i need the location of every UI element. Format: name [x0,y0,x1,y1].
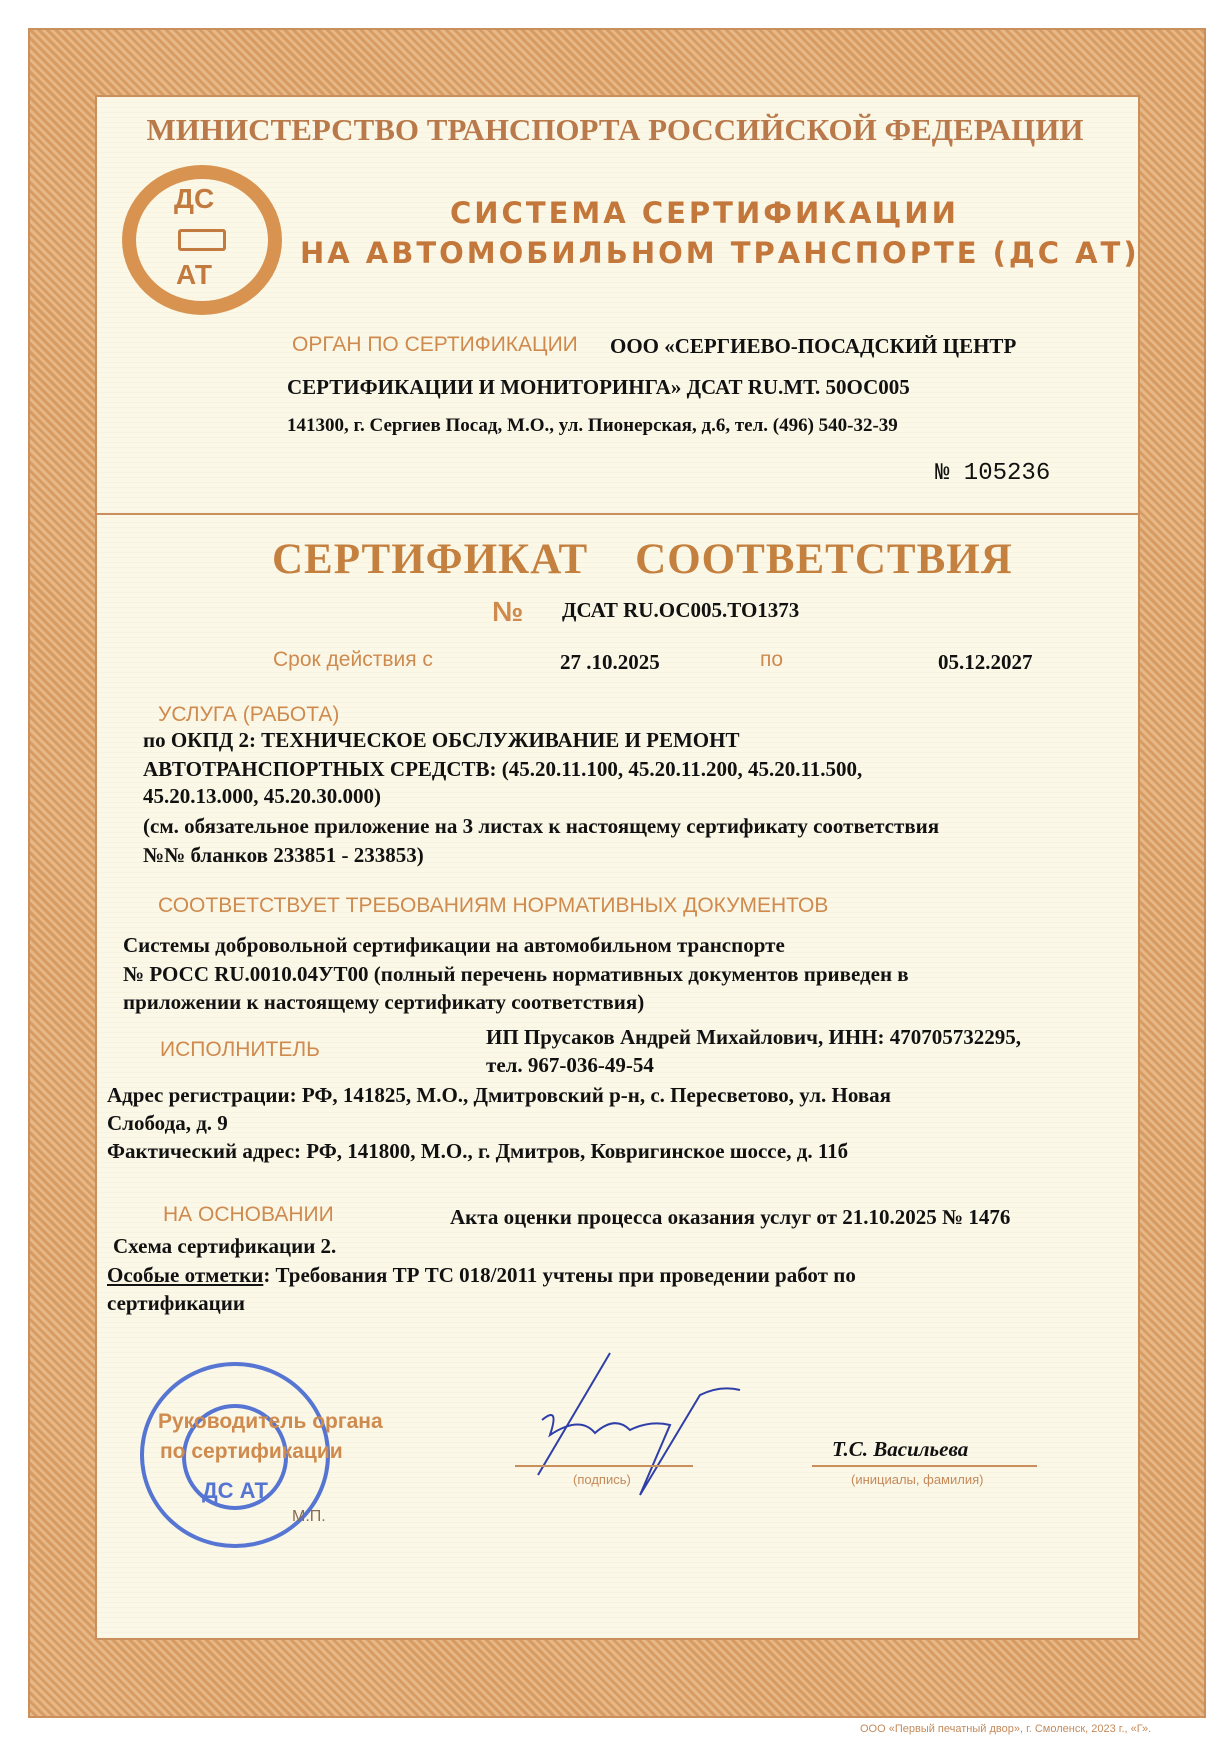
conforms-line: приложении к настоящему сертификату соответствия) [123,990,645,1014]
notes-label: Особые отметки [107,1263,264,1287]
conforms-label: СООТВЕТСТВУЕТ ТРЕБОВАНИЯМ НОРМАТИВНЫХ ДОКУМЕНТОВ [158,894,829,917]
notes-text-2: сертификации [107,1291,245,1315]
logo-text-top: ДС [174,183,215,214]
service-line: (см. обязательное приложение на 3 листах к настоящему сертификату соответствия [143,814,940,838]
basis-text: Акта оценки процесса оказания услуг от 21.10.2025 № 1476 [450,1205,1011,1229]
organ-name-2: СЕРТИФИКАЦИИ И МОНИТОРИНГА» ДСАТ RU.МТ. 50ОС005 [287,375,910,399]
signature-line [515,1465,693,1467]
blank-number: № 105236 [935,460,1051,487]
signature-caption: (подпись) [573,1472,631,1487]
scheme: Схема сертификации 2. [113,1234,337,1258]
role-line-1: Руководитель органа [158,1410,383,1433]
signer-name: Т.С. Васильева [832,1437,969,1461]
validity-from: 27 .10.2025 [560,650,660,674]
ministry-title: МИНИСТЕРСТВО ТРАНСПОРТА РОССИЙСКОЙ ФЕДЕРАЦИИ [146,112,1084,147]
mp-label: М.П. [292,1508,326,1525]
printer-footer: ООО «Первый печатный двор», г. Смоленск, 2023 г., «Г». [860,1723,1152,1735]
logo-text-bottom: АТ [176,259,212,290]
dsat-logo [122,165,282,315]
organ-address: 141300, г. Сергиев Посад, М.О., ул. Пионерская, д.6, тел. (496) 540-32-39 [287,415,898,436]
executor-label: ИСПОЛНИТЕЛЬ [160,1038,320,1061]
notes-text: : Требования ТР ТС 018/2011 учтены при проведении работ по [263,1263,856,1287]
cert-number-label: № [492,596,524,627]
cert-number: ДСАТ RU.ОС005.ТО1373 [562,598,800,622]
name-line [812,1465,1037,1467]
divider [97,513,1138,515]
executor-phone: тел. 967-036-49-54 [486,1053,654,1077]
executor-reg-address-2: Слобода, д. 9 [107,1111,228,1135]
executor-actual-address: Фактический адрес: РФ, 141800, М.О., г. Дмитров, Ковригинское шоссе, д. 11б [107,1139,849,1163]
validity-to: 05.12.2027 [938,650,1033,674]
service-line: АВТОТРАНСПОРТНЫХ СРЕДСТВ: (45.20.11.100, 45.20.11.200, 45.20.11.500, [143,757,863,781]
service-line: по ОКПД 2: ТЕХНИЧЕСКОЕ ОБСЛУЖИВАНИЕ И РЕМОНТ [143,728,740,752]
system-line-1: СИСТЕМА СЕРТИФИКАЦИИ [450,196,959,230]
conforms-line: Системы добровольной сертификации на автомобильном транспорте [123,933,785,957]
executor-name: ИП Прусаков Андрей Михайлович, ИНН: 470705732295, [486,1025,1021,1049]
organ-name-1: ООО «СЕРГИЕВО-ПОСАДСКИЙ ЦЕНТР [610,334,1017,358]
truck-icon [178,229,226,251]
conforms-line: № РОСС RU.0010.04УТ00 (полный перечень нормативных документов приведен в [123,962,909,986]
organ-label: ОРГАН ПО СЕРТИФИКАЦИИ [292,333,578,356]
service-line: 45.20.13.000, 45.20.30.000) [143,784,381,808]
certificate-title: СЕРТИФИКАТ СООТВЕТСТВИЯ [272,536,1013,583]
basis-label: НА ОСНОВАНИИ [163,1203,334,1226]
validity-label: Срок действия с [273,648,433,671]
system-line-2: НА АВТОМОБИЛЬНОМ ТРАНСПОРТЕ (ДС АТ) [300,236,1140,270]
name-caption: (инициалы, фамилия) [851,1472,984,1487]
handwritten-signature [520,1345,750,1505]
service-label: УСЛУГА (РАБОТА) [158,703,340,726]
role-line-2: по сертификации [160,1440,343,1463]
service-line: №№ бланков 233851 - 233853) [143,843,424,867]
stamp-text: ДС АТ [202,1478,268,1503]
validity-to-label: по [760,648,784,671]
executor-reg-address-1: Адрес регистрации: РФ, 141825, М.О., Дмитровский р-н, с. Пересветово, ул. Новая [107,1083,892,1107]
